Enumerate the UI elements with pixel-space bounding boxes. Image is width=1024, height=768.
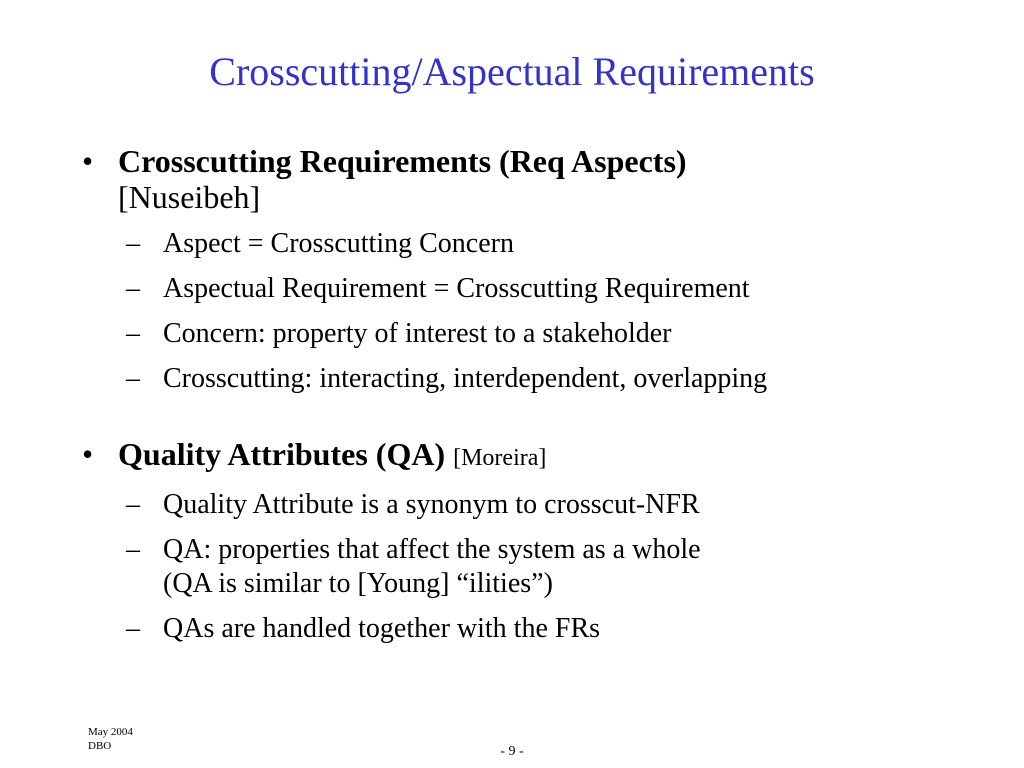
- footer-author: DBO: [88, 740, 112, 752]
- dash-icon: –: [126, 489, 140, 520]
- spacer: [82, 396, 982, 436]
- sub-item: [126, 612, 982, 646]
- slide-content: [82, 143, 982, 646]
- dash-icon: –: [126, 228, 140, 259]
- sub-item: [126, 272, 982, 306]
- bullet-heading: Crosscutting Requirements (Req Aspects): [118, 143, 687, 179]
- bullet-citation: [Moreira]: [453, 445, 547, 471]
- sub-item-text: QAs are handled together with the FRs: [163, 613, 601, 644]
- dash-icon: –: [126, 273, 140, 304]
- sub-item-text: Aspectual Requirement = Crosscutting Requirement: [163, 273, 750, 304]
- sub-item-text-continuation: (QA is similar to [Young] “ilities”): [163, 568, 553, 599]
- slide-title: Crosscutting/Aspectual Requirements: [209, 49, 815, 94]
- sub-item-text: Quality Attribute is a synonym to crosscut-NFR: [163, 489, 700, 520]
- sub-item: [126, 362, 982, 396]
- bullet-citation: [Nuseibeh]: [118, 179, 261, 215]
- bullet-icon: •: [82, 436, 94, 472]
- sub-item: [126, 533, 982, 601]
- dash-icon: –: [126, 363, 140, 394]
- bullet-item: [82, 143, 982, 215]
- sub-item: [126, 317, 982, 351]
- dash-icon: –: [126, 613, 140, 644]
- footer-date: May 2004: [88, 726, 133, 738]
- sub-item-text: QA: properties that affect the system as a whole: [163, 534, 701, 565]
- sub-item-text: Aspect = Crosscutting Concern: [163, 228, 514, 259]
- dash-icon: –: [126, 318, 140, 349]
- sub-item-text: Concern: property of interest to a stakeholder: [163, 318, 672, 349]
- sub-item-text: Crosscutting: interacting, interdependent, overlapping: [163, 363, 768, 394]
- dash-icon: –: [126, 534, 140, 565]
- sub-item: [126, 227, 982, 261]
- bullet-heading: Quality Attributes (QA): [118, 436, 446, 472]
- bullet-item: [82, 436, 982, 476]
- bullet-icon: •: [82, 143, 94, 179]
- sub-item: [126, 488, 982, 522]
- page-number: - 9 -: [500, 744, 524, 759]
